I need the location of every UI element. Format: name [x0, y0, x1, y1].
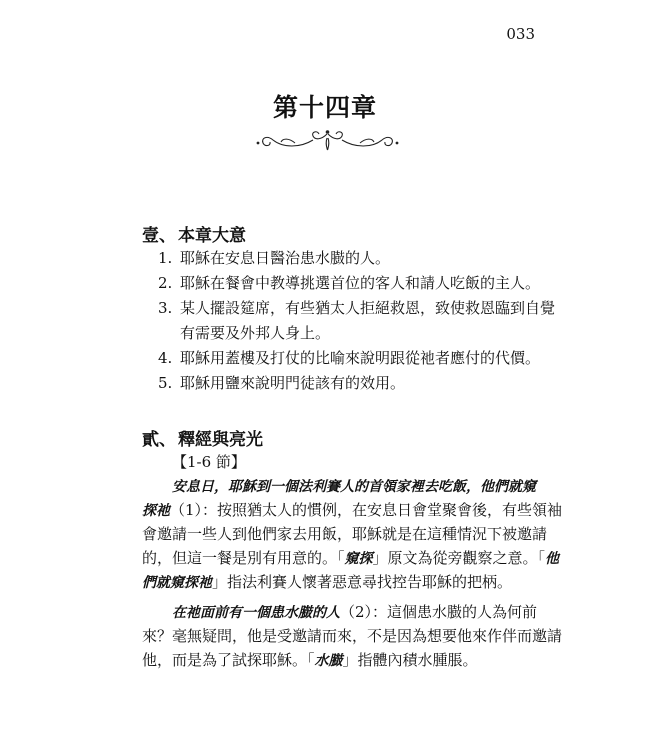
- paragraph-line: 們就窺探祂」指法利賽人懷著惡意尋找控告耶穌的把柄。: [142, 573, 513, 591]
- section-title: 釋經與亮光: [178, 430, 263, 450]
- section-heading-exegesis: [142, 425, 263, 450]
- list-item: 5. 耶穌用鹽來說明門徒該有的效用。: [158, 374, 406, 392]
- verse-reference: 【1-6 節】: [172, 453, 246, 471]
- section-number: 壹、: [142, 226, 176, 246]
- section-heading-summary: [142, 221, 246, 246]
- list-item: 1. 耶穌在安息日醫治患水臌的人。: [158, 249, 391, 267]
- section-number: 貳、: [142, 430, 176, 450]
- paragraph-line: 安息日，耶穌到一個法利賽人的首領家裡去吃飯，他們就窺: [172, 479, 536, 495]
- paragraph-line: 他，而是為了試探耶穌。「水臌」指體內積水腫脹。: [142, 651, 478, 669]
- page-number: 033: [506, 25, 535, 43]
- paragraph-line: 會邀請一些人到他們家去用飯，耶穌就是在這種情況下被邀請: [142, 525, 548, 543]
- list-item: 2. 耶穌在餐會中教導挑選首位的客人和請人吃飯的主人。: [158, 274, 541, 292]
- section-title: 本章大意: [178, 226, 246, 246]
- list-item: 3. 某人擺設筵席，有些猶太人拒絕救恩，致使救恩臨到自覺: [158, 299, 556, 317]
- paragraph-line: 的，但這一餐是別有用意的。「窺探」原文為從旁觀察之意。「他: [142, 549, 560, 567]
- chapter-title: 第十四章: [272, 93, 377, 122]
- paragraph-line: 在祂面前有一個患水臌的人（2）：這個患水臌的人為何前: [172, 603, 538, 621]
- list-item-continuation: 有需要及外邦人身上。: [180, 324, 331, 342]
- ornament-divider: [255, 126, 400, 156]
- paragraph-line: 來？毫無疑問，他是受邀請而來，不是因為想要他來作伴而邀請: [142, 627, 563, 645]
- paragraph-line: 探祂（1）：按照猶太人的慣例，在安息日會堂聚會後，有些領袖: [142, 501, 563, 519]
- list-item: 4. 耶穌用蓋樓及打仗的比喻來說明跟從祂者應付的代價。: [158, 349, 541, 367]
